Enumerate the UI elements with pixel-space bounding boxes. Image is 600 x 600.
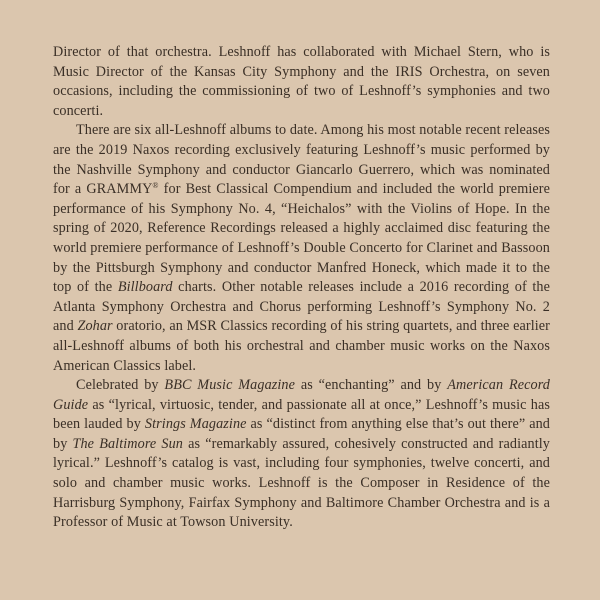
text-segment: as “remarkably assured, cohesively constructed and radiantly lyrical.” Leshnoff’s catalog is vast, including four symphonies, twelve concerti, and solo and chamber music works. Leshnoff is the Composer in Residence of the Harrisburg Symphony, Fairfax Symphony and Baltimore Chamber Orchestra and is a Professor of Music at Towson University. [53, 435, 550, 531]
paragraph-1 [53, 43, 550, 121]
italic-title: The Baltimore Sun [72, 435, 184, 452]
italic-title: American Record Guide [53, 377, 550, 413]
paragraph-3 [53, 376, 550, 533]
text-segment: as “lyrical, virtuosic, tender, and passionate all at once,” Leshnoff’s music has been lauded by [53, 396, 550, 433]
text-segment: oratorio, an MSR Classics recording of his string quartets, and three earlier all-Leshnoff albums of both his orchestral and chamber music works on the Naxos American Classics label. [53, 318, 550, 374]
italic-title: BBC Music Magazine [164, 377, 296, 394]
text-segment: charts. Other notable releases include a 2016 recording of the Atlanta Symphony Orchestra and Chorus performing Leshnoff’s Symphony No. 2 and [53, 279, 550, 335]
paragraph-2 [53, 121, 550, 376]
text-segment: There are six all-Leshnoff albums to date. Among his most notable recent releases are the 2019 Naxos recording exclusively featuring Leshnoff’s music performed by the Nashville Symphony and conductor Giancarlo Guerrero, which was nominated for a GRAMMY [53, 122, 550, 198]
text-segment: for Best Classical Compendium and included the world premiere performance of his Symphony No. 4, “Heichalos” with the Violins of Hope. In the spring of 2020, Reference Recordings released a highly acclaimed disc featuring the world premiere performance of Leshnoff’s Double Concerto for Clarinet and Bassoon by the Pittsburgh Symphony and conductor Manfred Honeck, which made it to the top of the [53, 181, 550, 296]
text-segment: Celebrated by [76, 377, 165, 394]
text-segment: as “enchanting” and by [295, 377, 448, 394]
italic-title: Billboard [117, 279, 173, 296]
registered-mark: ® [152, 181, 159, 191]
document-page [53, 43, 550, 533]
italic-title: Zohar [77, 318, 113, 335]
italic-title: Strings Magazine [144, 416, 247, 433]
text-segment: Director of that orchestra. Leshnoff has collaborated with Michael Stern, who is Music Director of the Kansas City Symphony and the IRIS Orchestra, on seven occasions, including the commissioning of two of Leshnoff’s symphonies and two concerti. [53, 44, 550, 119]
text-segment: as “distinct from anything else that’s out there” and by [53, 416, 551, 452]
